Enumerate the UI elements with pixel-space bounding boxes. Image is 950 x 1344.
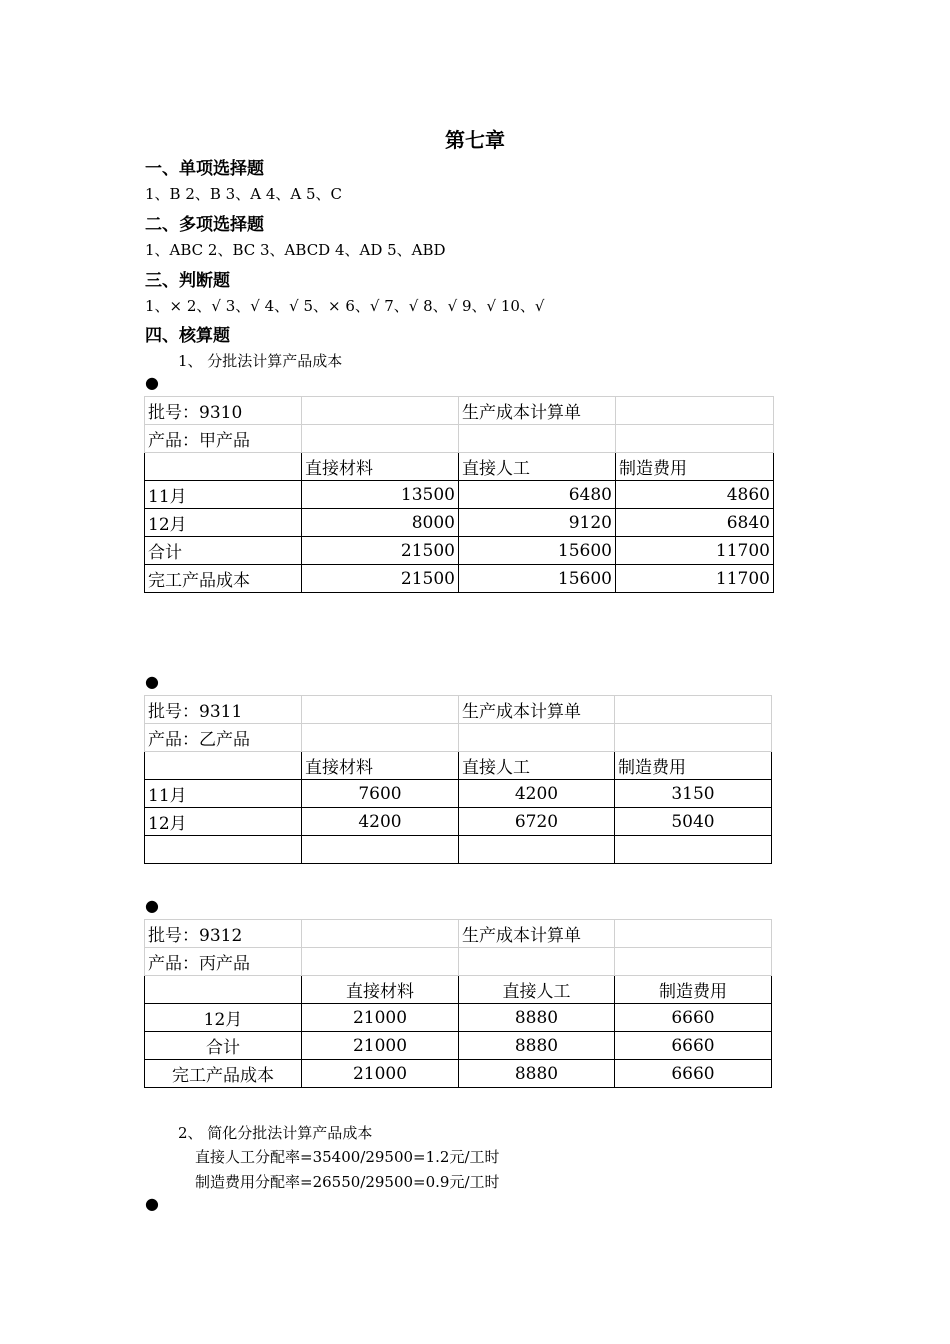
table-row bbox=[145, 537, 774, 565]
table-row bbox=[145, 780, 772, 808]
table-row bbox=[145, 1060, 772, 1088]
column-header: 直接材料 bbox=[302, 453, 459, 481]
table-cell: 4200 bbox=[459, 780, 615, 808]
table-row bbox=[145, 948, 772, 976]
table-cell: 11700 bbox=[616, 565, 774, 593]
table-row bbox=[145, 696, 772, 724]
batch-number: 批号：9312 bbox=[145, 920, 302, 948]
question-2-title: 2、 简化分批法计算产品成本 bbox=[178, 1124, 373, 1142]
table-cell: 13500 bbox=[302, 481, 459, 509]
row-label: 12月 bbox=[145, 1004, 302, 1032]
row-label: 12月 bbox=[145, 808, 302, 836]
table-cell: 6660 bbox=[615, 1060, 772, 1088]
table-row bbox=[145, 976, 772, 1004]
table-cell: 6720 bbox=[459, 808, 615, 836]
batch-number: 批号：9310 bbox=[145, 397, 302, 425]
table-row bbox=[145, 1032, 772, 1060]
column-header: 直接人工 bbox=[459, 752, 615, 780]
table-cell: 3150 bbox=[615, 780, 772, 808]
table-cell: 21500 bbox=[302, 565, 459, 593]
product-name: 产品：甲产品 bbox=[145, 425, 302, 453]
section-heading-multi-choice: 二、多项选择题 bbox=[145, 215, 264, 235]
table-header: 生产成本计算单 bbox=[459, 920, 615, 948]
table-cell: 4200 bbox=[302, 808, 459, 836]
cost-table-9310 bbox=[144, 396, 774, 593]
overhead-allocation-rate: 制造费用分配率=26550/29500=0.9元/工时 bbox=[195, 1173, 500, 1191]
single-choice-answers: 1、B 2、B 3、A 4、A 5、C bbox=[145, 185, 342, 203]
cost-table-9312 bbox=[144, 919, 772, 1088]
table-row bbox=[145, 724, 772, 752]
row-label: 11月 bbox=[145, 780, 302, 808]
cost-table-9311 bbox=[144, 695, 772, 864]
product-name: 产品：丙产品 bbox=[145, 948, 302, 976]
table-row bbox=[145, 1004, 772, 1032]
table-cell: 21500 bbox=[302, 537, 459, 565]
row-label: 完工产品成本 bbox=[145, 565, 302, 593]
table-cell: 21000 bbox=[302, 1060, 459, 1088]
multi-choice-answers: 1、ABC 2、BC 3、ABCD 4、AD 5、ABD bbox=[145, 241, 446, 259]
question-1-title: 1、 分批法计算产品成本 bbox=[178, 352, 343, 370]
table-cell: 6660 bbox=[615, 1004, 772, 1032]
batch-number: 批号：9311 bbox=[145, 696, 302, 724]
table-cell: 4860 bbox=[616, 481, 774, 509]
section-heading-true-false: 三、判断题 bbox=[145, 271, 230, 291]
table-cell: 7600 bbox=[302, 780, 459, 808]
bullet-3: ● bbox=[145, 896, 159, 915]
row-label: 完工产品成本 bbox=[145, 1060, 302, 1088]
table-row bbox=[145, 836, 772, 864]
column-header: 制造费用 bbox=[616, 453, 774, 481]
column-header: 直接材料 bbox=[302, 976, 459, 1004]
table-cell: 6660 bbox=[615, 1032, 772, 1060]
row-label: 合计 bbox=[145, 1032, 302, 1060]
table-cell: 6480 bbox=[459, 481, 616, 509]
table-cell: 21000 bbox=[302, 1032, 459, 1060]
table-cell: 8880 bbox=[459, 1004, 615, 1032]
table-row bbox=[145, 752, 772, 780]
column-header: 直接材料 bbox=[302, 752, 459, 780]
table-cell: 11700 bbox=[616, 537, 774, 565]
table-row bbox=[145, 565, 774, 593]
column-header: 直接人工 bbox=[459, 976, 615, 1004]
table-cell: 8880 bbox=[459, 1060, 615, 1088]
section-heading-calculation: 四、核算题 bbox=[145, 326, 230, 346]
table-row bbox=[145, 397, 774, 425]
bullet-1: ● bbox=[145, 373, 159, 392]
table-row bbox=[145, 509, 774, 537]
labor-allocation-rate: 直接人工分配率=35400/29500=1.2元/工时 bbox=[195, 1148, 500, 1166]
table-header: 生产成本计算单 bbox=[459, 696, 615, 724]
row-label: 12月 bbox=[145, 509, 302, 537]
product-name: 产品：乙产品 bbox=[145, 724, 302, 752]
page-title: 第七章 bbox=[445, 128, 505, 152]
true-false-answers: 1、× 2、√ 3、√ 4、√ 5、× 6、√ 7、√ 8、√ 9、√ 10、√ bbox=[145, 297, 545, 315]
column-header: 制造费用 bbox=[615, 976, 772, 1004]
table-row bbox=[145, 920, 772, 948]
table-cell: 15600 bbox=[459, 537, 616, 565]
column-header: 制造费用 bbox=[615, 752, 772, 780]
table-cell: 21000 bbox=[302, 1004, 459, 1032]
table-header: 生产成本计算单 bbox=[459, 397, 616, 425]
table-cell: 5040 bbox=[615, 808, 772, 836]
bullet-4: ● bbox=[145, 1194, 159, 1213]
table-row bbox=[145, 808, 772, 836]
table-cell: 15600 bbox=[459, 565, 616, 593]
table-cell: 8880 bbox=[459, 1032, 615, 1060]
section-heading-single-choice: 一、单项选择题 bbox=[145, 159, 264, 179]
bullet-2: ● bbox=[145, 672, 159, 691]
table-cell: 9120 bbox=[459, 509, 616, 537]
column-header: 直接人工 bbox=[459, 453, 616, 481]
table-cell: 8000 bbox=[302, 509, 459, 537]
table-cell: 6840 bbox=[616, 509, 774, 537]
table-row bbox=[145, 453, 774, 481]
row-label: 11月 bbox=[145, 481, 302, 509]
table-row bbox=[145, 481, 774, 509]
row-label: 合计 bbox=[145, 537, 302, 565]
table-row bbox=[145, 425, 774, 453]
